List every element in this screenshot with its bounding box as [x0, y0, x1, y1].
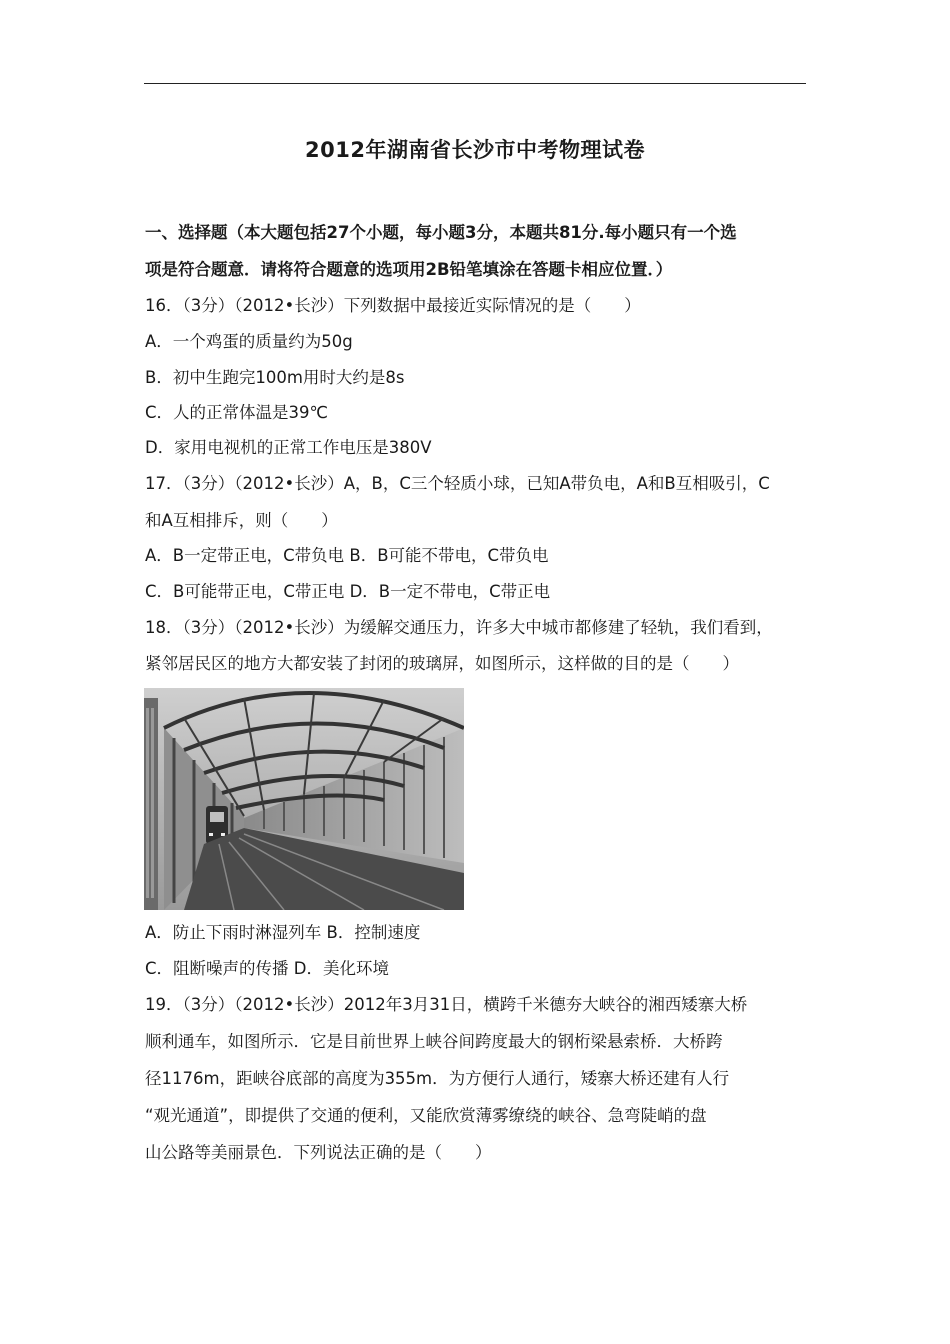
section-instructions-line-2: 项是符合题意．请将符合题意的选项用2B铅笔填涂在答题卡相应位置．） [145, 260, 673, 279]
question-19-stem-line-4: “观光通道”，即提供了交通的便利，又能欣赏薄雾缭绕的峡谷、急弯陡峭的盘 [145, 1106, 707, 1125]
question-19-stem-line-3: 径1176m，距峡谷底部的高度为355m．为方便行人通行，矮寨大桥还建有人行 [145, 1069, 730, 1088]
question-16-stem: 16．（3分）（2012•长沙）下列数据中最接近实际情况的是（ ） [145, 296, 641, 315]
question-19-stem-line-2: 顺利通车，如图所示．它是目前世界上峡谷间跨度最大的钢桁梁悬索桥．大桥跨 [145, 1032, 723, 1051]
section-instructions-line-1: 一、选择题（本大题包括27个小题，每小题3分，本题共81分.每小题只有一个选 [145, 223, 737, 242]
question-19-stem-line-5: 山公路等美丽景色．下列说法正确的是（ ） [145, 1143, 492, 1162]
light-rail-sound-barrier-photo [144, 688, 464, 910]
question-18-options-line-1: A．防止下雨时淋湿列车 B．控制速度 [145, 923, 421, 942]
question-17-options-line-2: C．B可能带正电，C带正电 D．B一定不带电，C带正电 [145, 582, 551, 601]
question-16-option-a: A．一个鸡蛋的质量约为50g [145, 332, 353, 351]
question-16-option-b: B．初中生跑完100m用时大约是8s [145, 368, 405, 387]
question-16-option-d: D．家用电视机的正常工作电压是380V [145, 438, 432, 457]
question-18-options-line-2: C．阻断噪声的传播 D．美化环境 [145, 959, 389, 978]
question-17-stem-line-2: 和A互相排斥，则（ ） [145, 511, 338, 530]
question-17-options-line-1: A．B一定带正电，C带负电 B．B可能不带电，C带负电 [145, 546, 549, 565]
page-title: 2012年湖南省长沙市中考物理试卷 [305, 138, 645, 162]
question-17-stem-line-1: 17．（3分）（2012•长沙）A，B，C三个轻质小球，已知A带负电，A和B互相吸引，C [145, 474, 770, 493]
header-rule [144, 83, 806, 84]
question-18-stem-line-2: 紧邻居民区的地方大都安装了封闭的玻璃屏，如图所示，这样做的目的是（ ） [145, 654, 739, 673]
question-16-option-c: C．人的正常体温是39℃ [145, 403, 329, 422]
question-19-stem-line-1: 19．（3分）（2012•长沙）2012年3月31日，横跨千米德夯大峡谷的湘西矮寨大桥 [145, 995, 748, 1014]
question-18-stem-line-1: 18．（3分）（2012•长沙）为缓解交通压力，许多大中城市都修建了轻轨，我们看到， [145, 618, 773, 637]
